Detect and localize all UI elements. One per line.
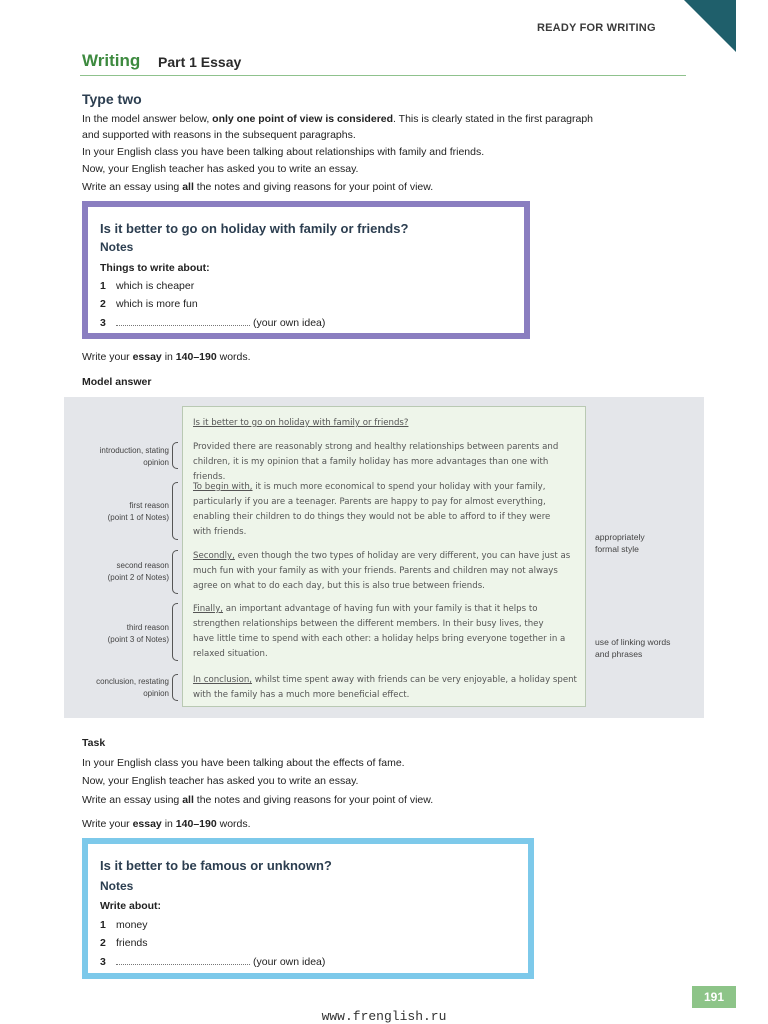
label-third-reason [84, 622, 169, 646]
intro-emphasis: only one point of view is considered [212, 113, 394, 125]
title-divider [80, 75, 686, 76]
side-note-formal-style [595, 531, 645, 555]
model-line: Provided there are reasonably strong and healthy relationships between parents and [193, 442, 559, 452]
model-paragraph-first [193, 480, 579, 540]
box-item-1 [100, 919, 148, 931]
brace-introduction [172, 442, 178, 469]
model-paragraph-third [193, 602, 579, 662]
footer-url: www.frenglish.ru [321, 1009, 447, 1024]
limit-emphasis: essay [132, 351, 162, 363]
section-title: Writing [82, 51, 141, 70]
limit-text: Write your [82, 351, 133, 363]
word-limit-2 [82, 816, 251, 832]
limit-text: Write your [82, 818, 133, 830]
item-text: money [116, 919, 148, 931]
brace-second-reason [172, 550, 178, 594]
intro-paragraph-1 [82, 111, 682, 143]
brace-first-reason [172, 482, 178, 540]
model-line: whilst time spent away with friends can be very enjoyable, a holiday spent [252, 675, 577, 685]
label-line: (point 2 of Notes) [107, 573, 169, 582]
box-item-3 [100, 316, 325, 329]
model-line: with the family has a much more beneficial effect. [193, 690, 410, 700]
label-line: introduction, stating [99, 446, 169, 455]
item-number: 2 [100, 937, 106, 949]
running-head: READY FOR WRITING [537, 22, 656, 34]
model-line: even though the two types of holiday are very different, you can have just as [234, 551, 571, 561]
linking-phrase: To begin with, [193, 482, 253, 492]
word-limit-1 [82, 349, 251, 365]
intro-text: . This is clearly stated in the first paragraph [393, 113, 594, 125]
intro-emphasis: all [182, 181, 194, 193]
page-number: 191 [692, 986, 736, 1008]
task-text: Write an essay using [82, 794, 183, 806]
limit-text: in [161, 818, 176, 830]
brace-third-reason [172, 603, 178, 661]
blank-line [116, 955, 250, 965]
task-emphasis: all [182, 794, 194, 806]
task-paragraph-3 [82, 792, 433, 808]
model-line: strengthen relationships between the different members. In their busy lives, they [193, 619, 544, 629]
label-line: (point 3 of Notes) [107, 635, 169, 644]
intro-text: and supported with reasons in the subsequent paragraphs. [82, 129, 356, 141]
notes-box-fame [82, 838, 534, 979]
model-line: particularly if you are a teenager. Parents are happy to pay for almost everything, [193, 497, 546, 507]
model-line: agree on what to do each day, but this is also true between friends. [193, 581, 485, 591]
label-first-reason [84, 500, 169, 524]
linking-phrase: In conclusion, [193, 675, 253, 685]
task-heading: Task [82, 737, 106, 749]
item-text: friends [116, 937, 148, 949]
model-title [193, 416, 579, 431]
label-line: third reason [126, 623, 169, 632]
item-number: 2 [100, 298, 106, 310]
task-paragraph-2: Now, your English teacher has asked you to write an essay. [82, 775, 359, 787]
intro-paragraph-3: Now, your English teacher has asked you to write an essay. [82, 163, 359, 175]
box-notes-label: Notes [100, 879, 134, 893]
limit-emphasis: essay [132, 818, 162, 830]
model-line: it is much more economical to spend your holiday with your family, [252, 482, 546, 492]
box-subheading: Write about: [100, 900, 162, 912]
model-line: children, it is my opinion that a family holiday has more advantages than one with friends. [193, 457, 549, 482]
linking-phrase: Secondly, [193, 551, 235, 561]
box-item-3 [100, 955, 325, 968]
blank-line [116, 316, 250, 326]
intro-paragraph-4 [82, 179, 433, 195]
label-second-reason [84, 560, 169, 584]
intro-text: In the model answer below, [82, 113, 213, 125]
box-item-2 [100, 298, 198, 310]
limit-text: words. [216, 351, 251, 363]
type-heading: Type two [82, 91, 142, 107]
item-text: (your own idea) [253, 317, 326, 329]
side-note-linking-words [595, 636, 670, 660]
model-title-text: Is it better to go on holiday with family or friends? [193, 418, 409, 428]
model-line: much fun with your family as with your friends. Parents and children may not always [193, 566, 558, 576]
intro-text: the notes and giving reasons for your point of view. [193, 181, 434, 193]
label-line: (point 1 of Notes) [107, 513, 169, 522]
side-note-line: formal style [595, 544, 639, 554]
model-line: enabling their children to do things they would not be able to afford to if they were [193, 512, 551, 522]
model-paragraph-intro [193, 440, 579, 485]
item-number: 3 [100, 317, 106, 329]
box-subheading: Things to write about: [100, 262, 210, 274]
model-answer-heading: Model answer [82, 376, 152, 388]
label-line: conclusion, restating [96, 677, 169, 686]
model-line: have little time to spend with each other: a holiday helps bring everyone together in a [193, 634, 566, 644]
label-line: first reason [129, 501, 169, 510]
label-introduction [84, 445, 169, 469]
box-question: Is it better to be famous or unknown? [100, 858, 332, 873]
box-notes-label: Notes [100, 240, 134, 254]
task-text: the notes and giving reasons for your point of view. [193, 794, 434, 806]
limit-text: words. [216, 818, 251, 830]
label-line: opinion [143, 689, 169, 698]
item-text: which is more fun [116, 298, 198, 310]
linking-phrase: Finally, [193, 604, 224, 614]
task-paragraph-1: In your English class you have been talking about the effects of fame. [82, 757, 405, 769]
box-question: Is it better to go on holiday with family or friends? [100, 221, 409, 236]
model-line: relaxed situation. [193, 649, 268, 659]
side-note-line: appropriately [595, 532, 645, 542]
side-note-line: use of linking words [595, 637, 671, 647]
item-text: which is cheaper [116, 280, 195, 292]
label-line: second reason [116, 561, 169, 570]
item-number: 3 [100, 956, 106, 968]
corner-tab [684, 0, 736, 52]
item-number: 1 [100, 919, 106, 931]
limit-emphasis: 140–190 [175, 351, 217, 363]
limit-emphasis: 140–190 [175, 818, 217, 830]
label-conclusion [84, 676, 169, 700]
intro-paragraph-2: In your English class you have been talking about relationships with family and friends. [82, 146, 485, 158]
model-line: with friends. [193, 527, 247, 537]
model-paragraph-second [193, 549, 579, 594]
side-note-line: and phrases [595, 649, 643, 659]
section-subtitle: Part 1 Essay [158, 54, 242, 70]
intro-text: Write an essay using [82, 181, 183, 193]
model-paragraph-conclusion [193, 673, 579, 703]
limit-text: in [161, 351, 176, 363]
box-item-2 [100, 937, 148, 949]
item-number: 1 [100, 280, 106, 292]
item-text: (your own idea) [253, 956, 326, 968]
brace-conclusion [172, 674, 178, 701]
label-line: opinion [143, 458, 169, 467]
box-item-1 [100, 280, 194, 292]
notes-box-holiday [82, 201, 530, 339]
model-line: an important advantage of having fun with your family is that it helps to [223, 604, 538, 614]
